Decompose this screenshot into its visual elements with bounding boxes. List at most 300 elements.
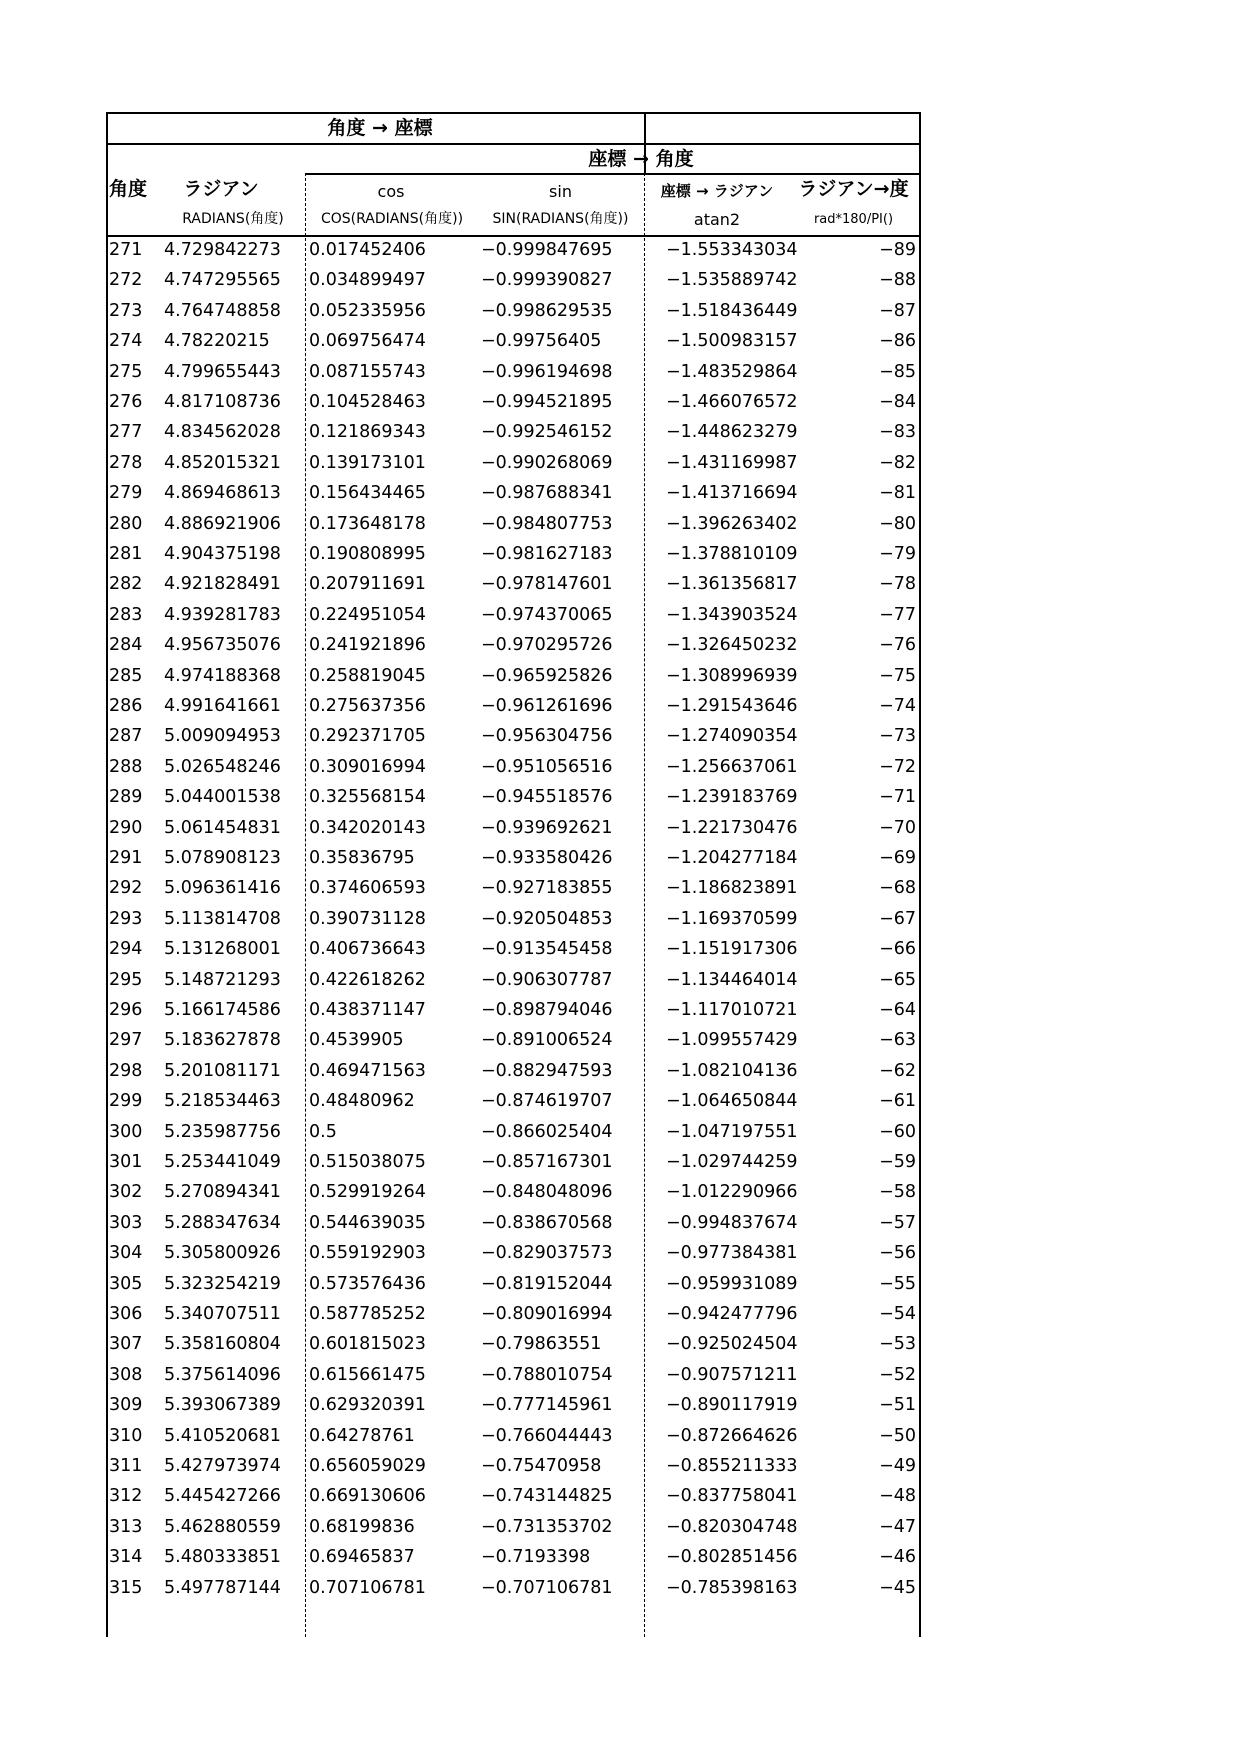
cell-radian: 5.061454831 (164, 817, 281, 838)
cell-angle: 304 (109, 1243, 143, 1264)
cell-sin: −0.882947593 (481, 1060, 613, 1081)
cell-atan2: −1.186823891 (666, 878, 798, 899)
cell-cos: 0.034899497 (309, 270, 426, 291)
cell-cos: 0.173648178 (309, 513, 426, 534)
cell-angle: 282 (109, 574, 143, 595)
cell-sin: −0.866025404 (481, 1121, 613, 1142)
table-row (106, 1273, 921, 1296)
cell-angle: 314 (109, 1547, 143, 1568)
cell-cos: 0.422618262 (309, 969, 426, 990)
table-row (106, 513, 921, 536)
cell-radian: 5.427973974 (164, 1456, 281, 1476)
col-header-radian-formula: RADIANS(角度) (182, 211, 284, 227)
cell-atan2: −0.907571211 (666, 1364, 798, 1385)
table-row (106, 789, 921, 809)
cell-atan2: −0.785398163 (666, 1577, 798, 1598)
cell-atan2: −0.872664626 (666, 1425, 798, 1446)
header-divider-2 (305, 173, 921, 175)
cell-cos: 0.374606593 (309, 878, 426, 899)
table-row (106, 1032, 921, 1052)
cell-atan2: −1.535889742 (666, 270, 798, 291)
cell-sin: −0.874619707 (481, 1091, 613, 1112)
cell-degree: −52 (879, 1364, 916, 1385)
cell-radian: 5.148721293 (164, 969, 281, 990)
cell-degree: −57 (879, 1212, 916, 1233)
table-row (106, 361, 921, 384)
cell-radian: 4.886921906 (164, 513, 281, 534)
cell-radian: 5.462880559 (164, 1516, 281, 1537)
cell-cos: 0.4539905 (309, 1030, 404, 1051)
cos-column-divider (305, 173, 306, 1637)
cell-degree: −70 (879, 817, 916, 838)
cell-degree: −81 (879, 483, 916, 504)
cell-degree: −69 (879, 848, 916, 868)
cell-atan2: −1.169370599 (666, 908, 798, 929)
cell-angle: 275 (109, 361, 143, 382)
cell-cos: 0.069756474 (309, 331, 426, 352)
table-row (106, 1121, 921, 1144)
cell-degree: −64 (879, 1000, 916, 1020)
cell-sin: −0.99756405 (481, 331, 602, 352)
col-header-angle: 角度 (109, 178, 148, 200)
cell-sin: −0.981627183 (481, 544, 613, 564)
cell-radian: 5.323254219 (164, 1273, 281, 1294)
cell-sin: −0.978147601 (481, 574, 613, 595)
cell-radian: 4.834562028 (164, 422, 281, 443)
cell-degree: −63 (879, 1030, 916, 1051)
table-row (106, 394, 921, 414)
cell-sin: −0.956304756 (481, 726, 613, 747)
cell-sin: −0.933580426 (481, 848, 613, 868)
cell-cos: 0.469471563 (309, 1060, 426, 1081)
cell-sin: −0.707106781 (481, 1577, 613, 1598)
cell-degree: −66 (879, 939, 916, 960)
cell-degree: −51 (879, 1395, 916, 1416)
col-header-rad-formula: rad*180/PI() (813, 212, 894, 227)
cell-angle: 280 (109, 513, 143, 534)
cell-radian: 4.747295565 (164, 270, 281, 291)
header-divider-1 (106, 143, 921, 145)
table-row (106, 1245, 921, 1265)
cell-cos: 0.087155743 (309, 361, 426, 382)
cell-angle: 308 (109, 1364, 143, 1385)
cell-atan2: −0.802851456 (666, 1547, 798, 1568)
cell-cos: 0.35836795 (309, 848, 415, 868)
cell-angle: 302 (109, 1182, 143, 1203)
cell-sin: −0.838670568 (481, 1212, 613, 1233)
cell-angle: 279 (109, 483, 143, 504)
cell-cos: 0.587785252 (309, 1304, 426, 1324)
cell-angle: 313 (109, 1516, 143, 1537)
cell-cos: 0.342020143 (309, 817, 426, 838)
table-row (106, 637, 921, 657)
table-row (106, 817, 921, 840)
cell-radian: 5.009094953 (164, 726, 281, 747)
cell-cos: 0.559192903 (309, 1243, 426, 1264)
cell-radian: 5.026548246 (164, 756, 281, 777)
table-row (106, 969, 921, 992)
cell-angle: 287 (109, 726, 143, 747)
cell-radian: 5.166174586 (164, 1000, 281, 1020)
cell-sin: −0.999847695 (481, 240, 613, 260)
cell-angle: 297 (109, 1030, 143, 1051)
cell-atan2: −1.047197551 (666, 1121, 798, 1142)
cell-cos: 0.529919264 (309, 1182, 426, 1203)
table-row (106, 452, 921, 475)
cell-radian: 4.817108736 (164, 392, 281, 412)
cell-radian: 5.393067389 (164, 1395, 281, 1416)
table-row (106, 756, 921, 779)
col-header-cos-formula: COS(RADIANS(角度)) (320, 211, 464, 227)
cell-radian: 4.869468613 (164, 483, 281, 504)
cell-angle: 303 (109, 1212, 143, 1233)
cell-degree: −47 (879, 1516, 916, 1537)
cell-sin: −0.951056516 (481, 756, 613, 777)
col-header-sin: sin (549, 182, 572, 201)
col-header-cos: cos (377, 182, 405, 201)
cell-atan2: −1.012290966 (666, 1182, 798, 1203)
cell-degree: −79 (879, 544, 916, 564)
cell-atan2: −0.959931089 (666, 1273, 798, 1294)
table-row (106, 698, 921, 718)
cell-atan2: −0.855211333 (666, 1456, 798, 1476)
cell-atan2: −0.890117919 (666, 1395, 798, 1416)
cell-cos: 0.656059029 (309, 1456, 426, 1476)
table-row (106, 908, 921, 931)
cell-atan2: −1.518436449 (666, 300, 798, 321)
cell-sin: −0.998629535 (481, 300, 613, 321)
cell-sin: −0.857167301 (481, 1152, 613, 1172)
table-row (106, 1549, 921, 1569)
cell-radian: 5.480333851 (164, 1547, 281, 1568)
cell-atan2: −1.500983157 (666, 331, 798, 352)
cell-radian: 5.044001538 (164, 787, 281, 808)
cell-radian: 5.096361416 (164, 878, 281, 899)
cell-degree: −72 (879, 756, 916, 777)
cell-radian: 4.974188368 (164, 665, 281, 686)
cell-cos: 0.258819045 (309, 665, 426, 686)
cell-degree: −75 (879, 665, 916, 686)
cell-cos: 0.104528463 (309, 392, 426, 412)
cell-sin: −0.766044443 (481, 1425, 613, 1446)
atan2-column-divider (644, 173, 645, 1637)
cell-sin: −0.965925826 (481, 665, 613, 686)
cell-angle: 277 (109, 422, 143, 443)
cell-cos: 0.615661475 (309, 1364, 426, 1385)
cell-atan2: −1.134464014 (666, 969, 798, 990)
cell-angle: 273 (109, 300, 143, 321)
cell-sin: −0.848048096 (481, 1182, 613, 1203)
cell-degree: −61 (879, 1091, 916, 1112)
cell-atan2: −1.064650844 (666, 1091, 798, 1112)
cell-sin: −0.819152044 (481, 1273, 613, 1294)
cell-atan2: −1.082104136 (666, 1060, 798, 1081)
table-row (106, 1093, 921, 1113)
cell-atan2: −1.256637061 (666, 756, 798, 777)
table-row (106, 1154, 921, 1174)
cell-atan2: −1.413716694 (666, 483, 798, 504)
cell-sin: −0.920504853 (481, 908, 613, 929)
table-row (106, 576, 921, 596)
cell-cos: 0.707106781 (309, 1577, 426, 1598)
cell-radian: 4.764748858 (164, 300, 281, 321)
cell-atan2: −1.204277184 (666, 848, 798, 868)
cell-radian: 5.375614096 (164, 1364, 281, 1385)
cell-radian: 4.921828491 (164, 574, 281, 595)
cell-cos: 0.669130606 (309, 1486, 426, 1507)
cell-radian: 5.078908123 (164, 848, 281, 868)
cell-degree: −78 (879, 574, 916, 595)
cell-atan2: −0.977384381 (666, 1243, 798, 1264)
col-header-radian: ラジアン (183, 178, 259, 200)
cell-degree: −58 (879, 1182, 916, 1203)
cell-angle: 289 (109, 787, 143, 808)
cell-degree: −50 (879, 1425, 916, 1446)
cell-sin: −0.75470958 (481, 1456, 602, 1476)
cell-angle: 311 (109, 1456, 143, 1476)
cell-atan2: −1.117010721 (666, 1000, 798, 1020)
cell-angle: 295 (109, 969, 143, 990)
cell-sin: −0.829037573 (481, 1243, 613, 1264)
cell-atan2: −1.448623279 (666, 422, 798, 443)
group-header-coord-to-angle: 座標 → 角度 (588, 148, 694, 170)
cell-angle: 291 (109, 848, 143, 868)
cell-angle: 301 (109, 1152, 143, 1172)
table-row (106, 604, 921, 627)
cell-sin: −0.992546152 (481, 422, 613, 443)
cell-degree: −45 (879, 1577, 916, 1598)
cell-degree: −88 (879, 270, 916, 291)
cell-degree: −83 (879, 422, 916, 443)
cell-sin: −0.788010754 (481, 1364, 613, 1385)
cell-angle: 312 (109, 1486, 143, 1507)
table-row (106, 1060, 921, 1083)
cell-cos: 0.406736643 (309, 939, 426, 960)
cell-radian: 5.218534463 (164, 1091, 281, 1112)
cell-atan2: −0.942477796 (666, 1304, 798, 1324)
cell-atan2: −1.274090354 (666, 726, 798, 747)
cell-atan2: −1.553343034 (666, 240, 798, 260)
cell-cos: 0.64278761 (309, 1425, 415, 1446)
cell-sin: −0.945518576 (481, 787, 613, 808)
cell-angle: 271 (109, 240, 143, 260)
cell-atan2: −1.151917306 (666, 939, 798, 960)
cell-atan2: −1.378810109 (666, 544, 798, 564)
table-row (106, 941, 921, 961)
table-row (106, 300, 921, 323)
cell-radian: 5.340707511 (164, 1304, 281, 1324)
cell-cos: 0.292371705 (309, 726, 426, 747)
cell-degree: −74 (879, 696, 916, 716)
cell-cos: 0.241921896 (309, 635, 426, 656)
cell-sin: −0.990268069 (481, 452, 613, 473)
cell-sin: −0.898794046 (481, 1000, 613, 1020)
table-row (106, 728, 921, 748)
cell-sin: −0.777145961 (481, 1395, 613, 1416)
cell-cos: 0.190808995 (309, 544, 426, 564)
cell-atan2: −1.239183769 (666, 787, 798, 808)
cell-radian: 5.201081171 (164, 1060, 281, 1081)
cell-atan2: −0.820304748 (666, 1516, 798, 1537)
cell-angle: 298 (109, 1060, 143, 1081)
table-row (106, 1397, 921, 1417)
cell-angle: 296 (109, 1000, 143, 1020)
cell-cos: 0.515038075 (309, 1152, 426, 1172)
cell-angle: 272 (109, 270, 143, 291)
table-row (106, 1458, 921, 1478)
cell-cos: 0.156434465 (309, 483, 426, 504)
cell-atan2: −1.343903524 (666, 604, 798, 625)
col-header-radian-to-degree: ラジアン→度 (798, 178, 909, 200)
cell-radian: 5.113814708 (164, 908, 281, 929)
col-header-atan2: atan2 (693, 210, 741, 229)
col-header-coord-to-radian: 座標 → ラジアン (660, 182, 774, 200)
cell-atan2: −1.291543646 (666, 696, 798, 716)
table-row (106, 272, 921, 292)
cell-radian: 5.288347634 (164, 1212, 281, 1233)
table-row (106, 485, 921, 505)
col-header-sin-formula: SIN(RADIANS(角度)) (492, 211, 629, 227)
cell-cos: 0.573576436 (309, 1273, 426, 1294)
cell-atan2: −1.099557429 (666, 1030, 798, 1051)
cell-degree: −71 (879, 787, 916, 808)
cell-sin: −0.970295726 (481, 635, 613, 656)
cell-radian: 4.991641661 (164, 696, 281, 716)
cell-degree: −62 (879, 1060, 916, 1081)
table-row (106, 1516, 921, 1539)
table-row (106, 1488, 921, 1508)
cell-sin: −0.906307787 (481, 969, 613, 990)
cell-angle: 307 (109, 1334, 143, 1355)
cell-cos: 0.121869343 (309, 422, 426, 443)
cell-sin: −0.987688341 (481, 483, 613, 504)
cell-cos: 0.275637356 (309, 696, 426, 716)
cell-degree: −68 (879, 878, 916, 899)
cell-cos: 0.052335956 (309, 300, 426, 321)
cell-degree: −65 (879, 969, 916, 990)
table-row (106, 1002, 921, 1022)
cell-atan2: −1.396263402 (666, 513, 798, 534)
cell-degree: −82 (879, 452, 916, 473)
cell-radian: 5.183627878 (164, 1030, 281, 1051)
cell-degree: −55 (879, 1273, 916, 1294)
cell-radian: 4.956735076 (164, 635, 281, 656)
cell-cos: 0.68199836 (309, 1516, 415, 1537)
cell-degree: −49 (879, 1456, 916, 1476)
table-row (106, 880, 921, 900)
cell-atan2: −0.994837674 (666, 1212, 798, 1233)
table-row (106, 1577, 921, 1600)
cell-angle: 310 (109, 1425, 143, 1446)
cell-angle: 293 (109, 908, 143, 929)
cell-radian: 4.78220215 (164, 331, 270, 352)
cell-atan2: −0.925024504 (666, 1334, 798, 1355)
cell-sin: −0.974370065 (481, 604, 613, 625)
cell-cos: 0.544639035 (309, 1212, 426, 1233)
cell-cos: 0.207911691 (309, 574, 426, 595)
cell-radian: 4.852015321 (164, 452, 281, 473)
table-row (106, 333, 921, 353)
cell-sin: −0.913545458 (481, 939, 613, 960)
cell-sin: −0.731353702 (481, 1516, 613, 1537)
border-top (106, 112, 921, 114)
cell-degree: −84 (879, 392, 916, 412)
cell-angle: 288 (109, 756, 143, 777)
cell-sin: −0.961261696 (481, 696, 613, 716)
cell-radian: 4.939281783 (164, 604, 281, 625)
cell-atan2: −1.221730476 (666, 817, 798, 838)
cell-angle: 300 (109, 1121, 143, 1142)
cell-cos: 0.69465837 (309, 1547, 415, 1568)
cell-sin: −0.939692621 (481, 817, 613, 838)
cell-cos: 0.438371147 (309, 1000, 426, 1020)
cell-atan2: −1.326450232 (666, 635, 798, 656)
cell-cos: 0.601815023 (309, 1334, 426, 1355)
cell-angle: 294 (109, 939, 143, 960)
cell-radian: 5.131268001 (164, 939, 281, 960)
cell-cos: 0.325568154 (309, 787, 426, 808)
table-row (106, 1184, 921, 1204)
cell-angle: 299 (109, 1091, 143, 1112)
cell-atan2: −1.483529864 (666, 361, 798, 382)
cell-atan2: −1.466076572 (666, 392, 798, 412)
cell-angle: 290 (109, 817, 143, 838)
cell-degree: −76 (879, 635, 916, 656)
table-row (106, 1425, 921, 1448)
cell-radian: 5.270894341 (164, 1182, 281, 1203)
cell-radian: 5.253441049 (164, 1152, 281, 1172)
cell-degree: −73 (879, 726, 916, 747)
cell-degree: −86 (879, 331, 916, 352)
cell-cos: 0.017452406 (309, 240, 426, 260)
cell-radian: 5.497787144 (164, 1577, 281, 1598)
cell-angle: 283 (109, 604, 143, 625)
cell-degree: −67 (879, 908, 916, 929)
cell-angle: 285 (109, 665, 143, 686)
cell-radian: 4.904375198 (164, 544, 281, 564)
cell-degree: −48 (879, 1486, 916, 1507)
cell-degree: −60 (879, 1121, 916, 1142)
cell-sin: −0.996194698 (481, 361, 613, 382)
cell-cos: 0.139173101 (309, 452, 426, 473)
cell-degree: −77 (879, 604, 916, 625)
table-row (106, 546, 921, 566)
cell-sin: −0.994521895 (481, 392, 613, 412)
cell-atan2: −1.431169987 (666, 452, 798, 473)
cell-atan2: −0.837758041 (666, 1486, 798, 1507)
table-row (106, 850, 921, 870)
table-row (106, 1306, 921, 1326)
cell-degree: −54 (879, 1304, 916, 1324)
cell-radian: 4.799655443 (164, 361, 281, 382)
cell-degree: −56 (879, 1243, 916, 1264)
cell-cos: 0.5 (309, 1121, 337, 1142)
cell-angle: 305 (109, 1273, 143, 1294)
spreadsheet-table (106, 112, 921, 1637)
cell-sin: −0.7193398 (481, 1547, 591, 1568)
cell-cos: 0.390731128 (309, 908, 426, 929)
table-row (106, 665, 921, 688)
cell-sin: −0.809016994 (481, 1304, 613, 1324)
cell-degree: −59 (879, 1152, 916, 1172)
cell-angle: 315 (109, 1577, 143, 1598)
table-row (106, 424, 921, 444)
group-header-angle-to-coord: 角度 → 座標 (327, 117, 433, 139)
cell-radian: 4.729842273 (164, 240, 281, 260)
cell-angle: 292 (109, 878, 143, 899)
table-row (106, 1336, 921, 1356)
table-row (106, 1364, 921, 1387)
